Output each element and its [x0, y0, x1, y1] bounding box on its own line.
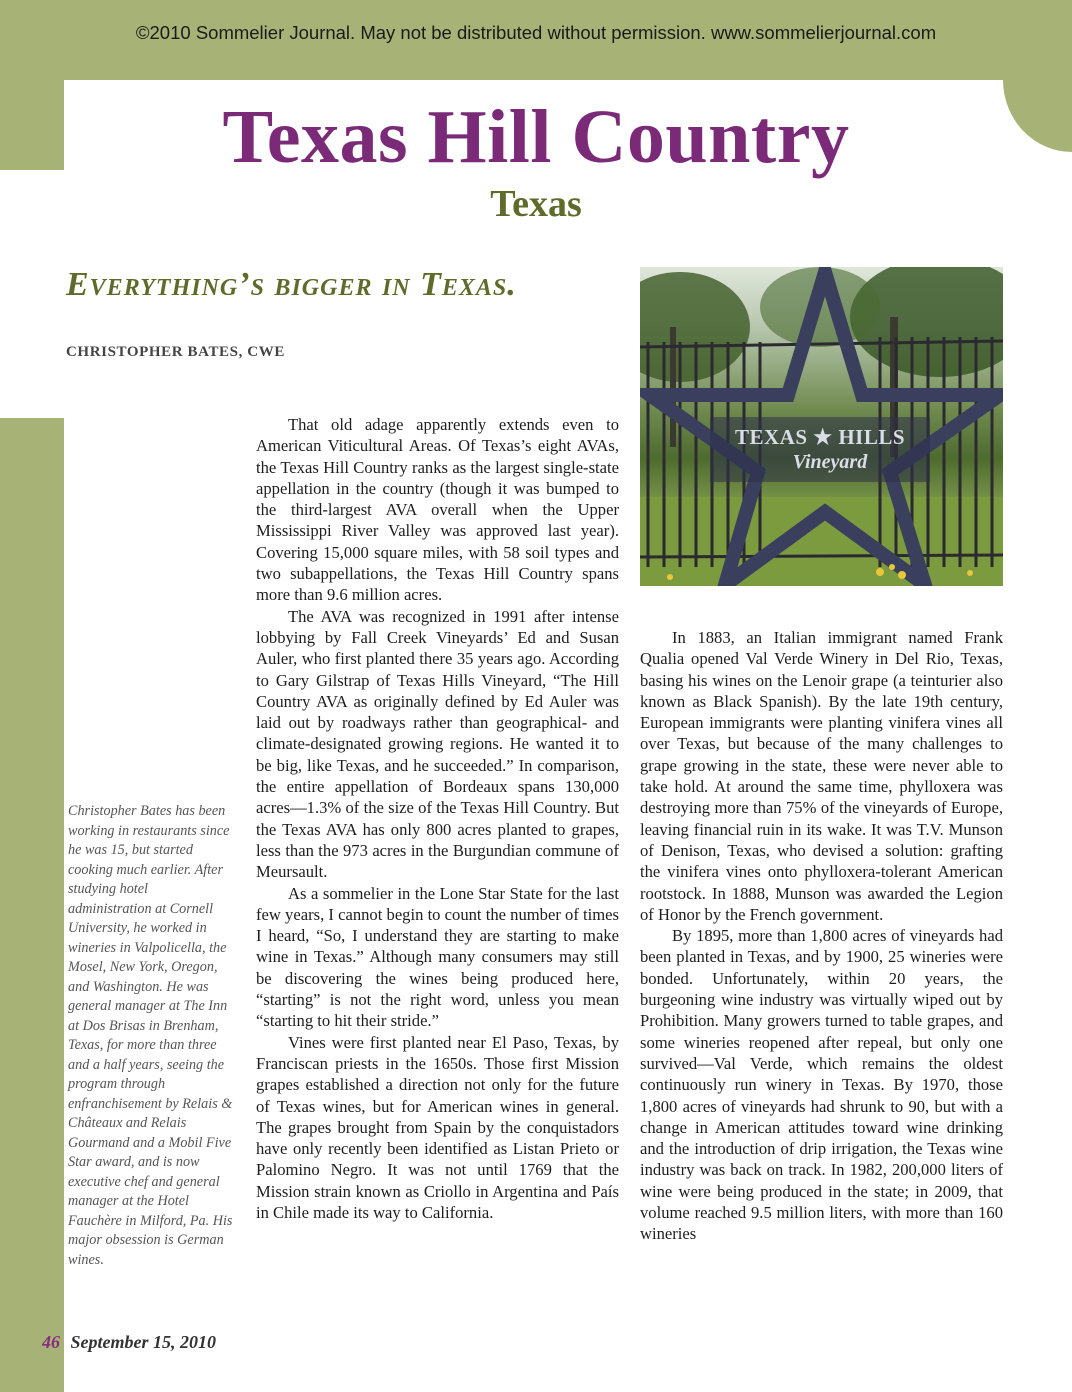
body-column-2 [640, 627, 1003, 1245]
paragraph: As a sommelier in the Lone Star State for the last few years, I cannot begin to count the number of times I heard, “So, I understand they are starting to make wine in Texas.” Although many consumers may still be discovering the wines being produced here, “starting” is not the right word, unless you mean “starting to hit their stride.” [256, 883, 619, 1031]
vineyard-sign-photo [640, 267, 1003, 586]
article-deck: Everything’s bigger in Texas. [66, 266, 517, 303]
issue-date: September 15, 2010 [70, 1332, 216, 1352]
sign-script-text: Vineyard [792, 451, 868, 473]
page-number: 46 [42, 1332, 60, 1352]
paragraph: Vines were first planted near El Paso, Texas, by Franciscan priests in the 1650s. Those first Mission grapes established a direction not only for the future of Texas wines, but for American wines in general. The grapes brought from Spain by the conquistadors have only recently been identified as Listan Prieto or Palomino Negro. It was not until 1769 that the Mission strain known as Criollo in Argentina and País in Chile made its way to California. [256, 1032, 619, 1222]
paragraph: In 1883, an Italian immigrant named Frank Qualia opened Val Verde Winery in Del Rio, Texas, basing his wines on the Lenoir grape (a teinturier also known as Black Spanish). By the late 19th century, European immigrants were planting vinifera vines all over Texas, but because of the many challenges to grape growing in the state, these were never able to take hold. At around the same time, phylloxera was destroying more than 75% of the vineyards of Europe, leaving financial ruin in its wake. It was T.V. Munson of Denison, Texas, who devised a solution: grafting the vinifera vines onto phylloxera-tolerant American rootstock. In 1888, Munson was awarded the Legion of Honor by the French government. [640, 628, 1003, 924]
article-title: Texas Hill Country [222, 95, 850, 179]
article-subtitle: Texas [490, 183, 582, 225]
left-green-band-lower [0, 418, 64, 1392]
sign-title-text: TEXAS ★ HILLS [734, 425, 906, 449]
page-footer [42, 1332, 216, 1353]
paragraph: By 1895, more than 1,800 acres of vineyards had been planted in Texas, and by 1900, 25 wineries were bonded. Unfortunately, within 20 years, the burgeoning wine industry was virtually wiped out by Prohibition. Many growers turned to table grapes, and some wineries reopened after repeal, but only one survived—Val Verde, which remains the oldest continuously run winery in Texas. By 1970, those 1,800 acres of vineyards had shrunk to 90, but with a change in American attitudes toward wine drinking and the introduction of drip irrigation, the Texas wine industry was back on track. In 1982, 200,000 liters of wine were being produced in the state; in 2009, that volume reached 9.5 million liters, with more than 160 wineries [640, 926, 1003, 1244]
copyright-notice: ©2010 Sommelier Journal. May not be distributed without permission. www.sommelierjournal.com [135, 22, 937, 43]
body-column-1 [256, 414, 619, 1223]
paragraph: The AVA was recognized in 1991 after intense lobbying by Fall Creek Vineyards’ Ed and Susan Auler, who first planted there 35 years ago. According to Gary Gilstrap of Texas Hills Vineyard, “The Hill Country AVA as originally defined by Ed Auler was laid out by roadways rather than geographical- and climate-designated growing regions. He wanted it to be big, like Texas, and he succeeded.” In comparison, the entire appellation of Bordeaux spans 130,000 acres—1.3% of the size of the Texas Hill Country. But the Texas AVA has only 800 acres planted to grapes, less than the 973 acres in the Burgundian commune of Meursault. [256, 606, 619, 882]
author-bio: Christopher Bates has been working in restaurants since he was 15, but started cooking much earlier. After studying hotel administration at Cornell University, he worked in wineries in Valpolicella, the Mosel, New York, Oregon, and Washington. He was general manager at The Inn at Dos Brisas in Brenham, Texas, for more than three and a half years, seeing the program through enfranchisement by Relais & Châteaux and Relais Gourmand and a Mobil Five Star award, and is now executive chef and general manager at the Hotel Fauchère in Milford, Pa. His major obsession is German wines. [68, 803, 233, 1268]
byline: CHRISTOPHER BATES, CWE [66, 344, 285, 360]
paragraph: That old adage apparently extends even to American Viticultural Areas. Of Texas’s eight AVAs, the Texas Hill Country ranks as the largest single-state appellation in the country (though it was bumped to the third-largest AVA overall when the Upper Mississippi River Valley was approved last year). Covering 15,000 square miles, with 58 soil types and two subappellations, the Texas Hill Country spans more than 9.6 million acres. [256, 415, 619, 605]
